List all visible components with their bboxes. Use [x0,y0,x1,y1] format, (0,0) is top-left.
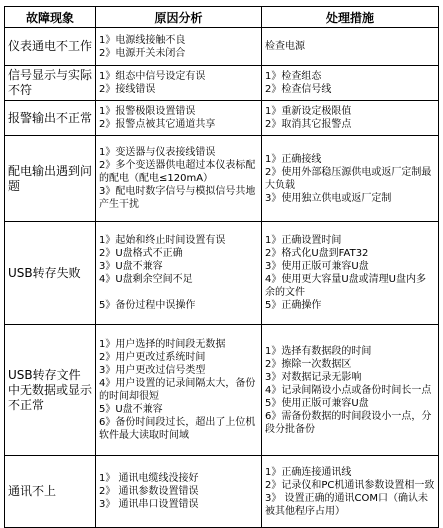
cause-line: 4》用户设置的记录间隔太大，备份的时间却很短 [99,378,256,402]
table-header-row [5,7,439,28]
cause-cell [96,136,262,222]
symptom-cell: 报警输出不正常 [5,101,96,136]
fix-line: 5》正确操作 [265,300,322,311]
fix-line: 3》 设置正确的通讯COM口（确认未被其他程序占用） [265,492,429,517]
cause-cell [96,456,262,528]
fix-line: 1》正确设置时间 [265,235,342,246]
fix-cell [262,136,439,222]
fix-cell [262,28,439,66]
fix-line: 3》使用独立供电或返厂定制 [265,192,392,204]
cause-line: 1》组态中信号设定有误 [99,71,206,82]
fix-line: 1》正确接线 [265,153,322,165]
cause-cell [96,101,262,136]
symptom-cell: 通讯不上 [5,456,96,528]
cause-cell [96,28,262,66]
cause-line: 2》用户更改过系统时间 [99,352,206,363]
fix-line: 2》格式化U盘到FAT32 [265,248,369,259]
cause-cell [96,66,262,101]
fix-line: 6》需备份数据的时间段设小一点，分段分批备份 [265,410,432,435]
header-fix: 处理措施 [262,7,439,28]
cause-line: 2》接线错误 [99,84,156,95]
cause-line: 1》变送器与仪表接线错误 [99,147,216,158]
table-row [5,28,439,66]
fix-line: 2》记录仪和PC机通讯参数设置相一致 [265,479,435,491]
fix-line: 1》重新设定极限值 [265,106,352,117]
header-symptom: 故障现象 [5,7,96,28]
fix-cell [262,66,439,101]
fix-line: 4》记录间隔设小点或备份时间长一点 [265,384,432,396]
symptom-cell: 信号显示与实际不符 [5,66,96,101]
symptom-cell: USB转存失败 [5,222,96,325]
cause-line: 2》电源开关未闭合 [99,47,186,59]
cause-line: 5》U盘不兼容 [99,404,163,415]
table-row [5,66,439,101]
cause-line: 3》 通讯串口设置错误 [99,499,199,510]
fix-line: 1》检查组态 [265,71,322,82]
fix-cell [262,101,439,136]
table-row [5,222,439,325]
fix-line: 2》取消其它报警点 [265,119,352,130]
cause-line: 3》U盘不兼容 [99,261,163,272]
cause-line: 5》备份过程中误操作 [99,300,196,311]
fix-cell [262,456,439,528]
fix-cell [262,325,439,456]
symptom-cell: 仪表通电不工作 [5,28,96,66]
table-row [5,136,439,222]
cause-line: 3》用户更改过信号类型 [99,365,206,376]
fix-line: 2》使用外部稳压源供电或返厂定制最大负载 [265,166,432,191]
cause-line: 2》 通讯参数设置错误 [99,486,199,497]
table-row [5,456,439,528]
fix-cell [262,222,439,325]
cause-spacer [99,286,258,299]
cause-line: 1》 通讯电缆线没接好 [99,473,199,484]
fix-line: 5》使用正版可兼容U盘 [265,397,369,409]
symptom-cell: 配电输出遇到问题 [5,136,96,222]
table-row [5,101,439,136]
cause-line: 6》备份时间段过长，超出了上位机软件最大读取时间域 [99,417,256,441]
fix-line: 2》擦除一次数据区 [265,358,352,370]
header-cause: 原因分析 [96,7,262,28]
cause-line: 3》配电时数字信号与模拟信号共地产生干扰 [99,186,256,210]
fix-line: 4》使用更大容量U盘或清理U盘内多余的文件 [265,274,427,298]
cause-line: 2》报警点被其它通道共享 [99,119,216,130]
fix-line: 2》检查信号线 [265,84,332,95]
fix-line: 1》正确连接通讯线 [265,466,352,478]
cause-line: 1》电源线接触不良 [99,34,186,46]
fix-line: 1》选择有数据段的时间 [265,345,372,357]
symptom-cell: USB转存文件中无数据或显示不正常 [5,325,96,456]
cause-cell [96,325,262,456]
fault-troubleshooting-table [4,6,439,528]
cause-line: 4》U盘剩余空间不足 [99,274,193,285]
fix-line: 检查电源 [265,41,305,52]
cause-line: 1》报警极限设置错误 [99,106,196,117]
cause-cell [96,222,262,325]
cause-line: 2》多个变送器供电超过本仪表标配的配电（配电≤120mA） [99,160,256,184]
table-row [5,325,439,456]
cause-line: 1》起始和终止时间设置有误 [99,235,226,246]
cause-line: 1》用户选择的时间段无数据 [99,339,226,350]
fix-line: 3》对数据记录无影响 [265,371,362,383]
cause-line: 2》U盘格式不正确 [99,248,183,259]
fix-line: 3》使用正版可兼容U盘 [265,261,369,272]
